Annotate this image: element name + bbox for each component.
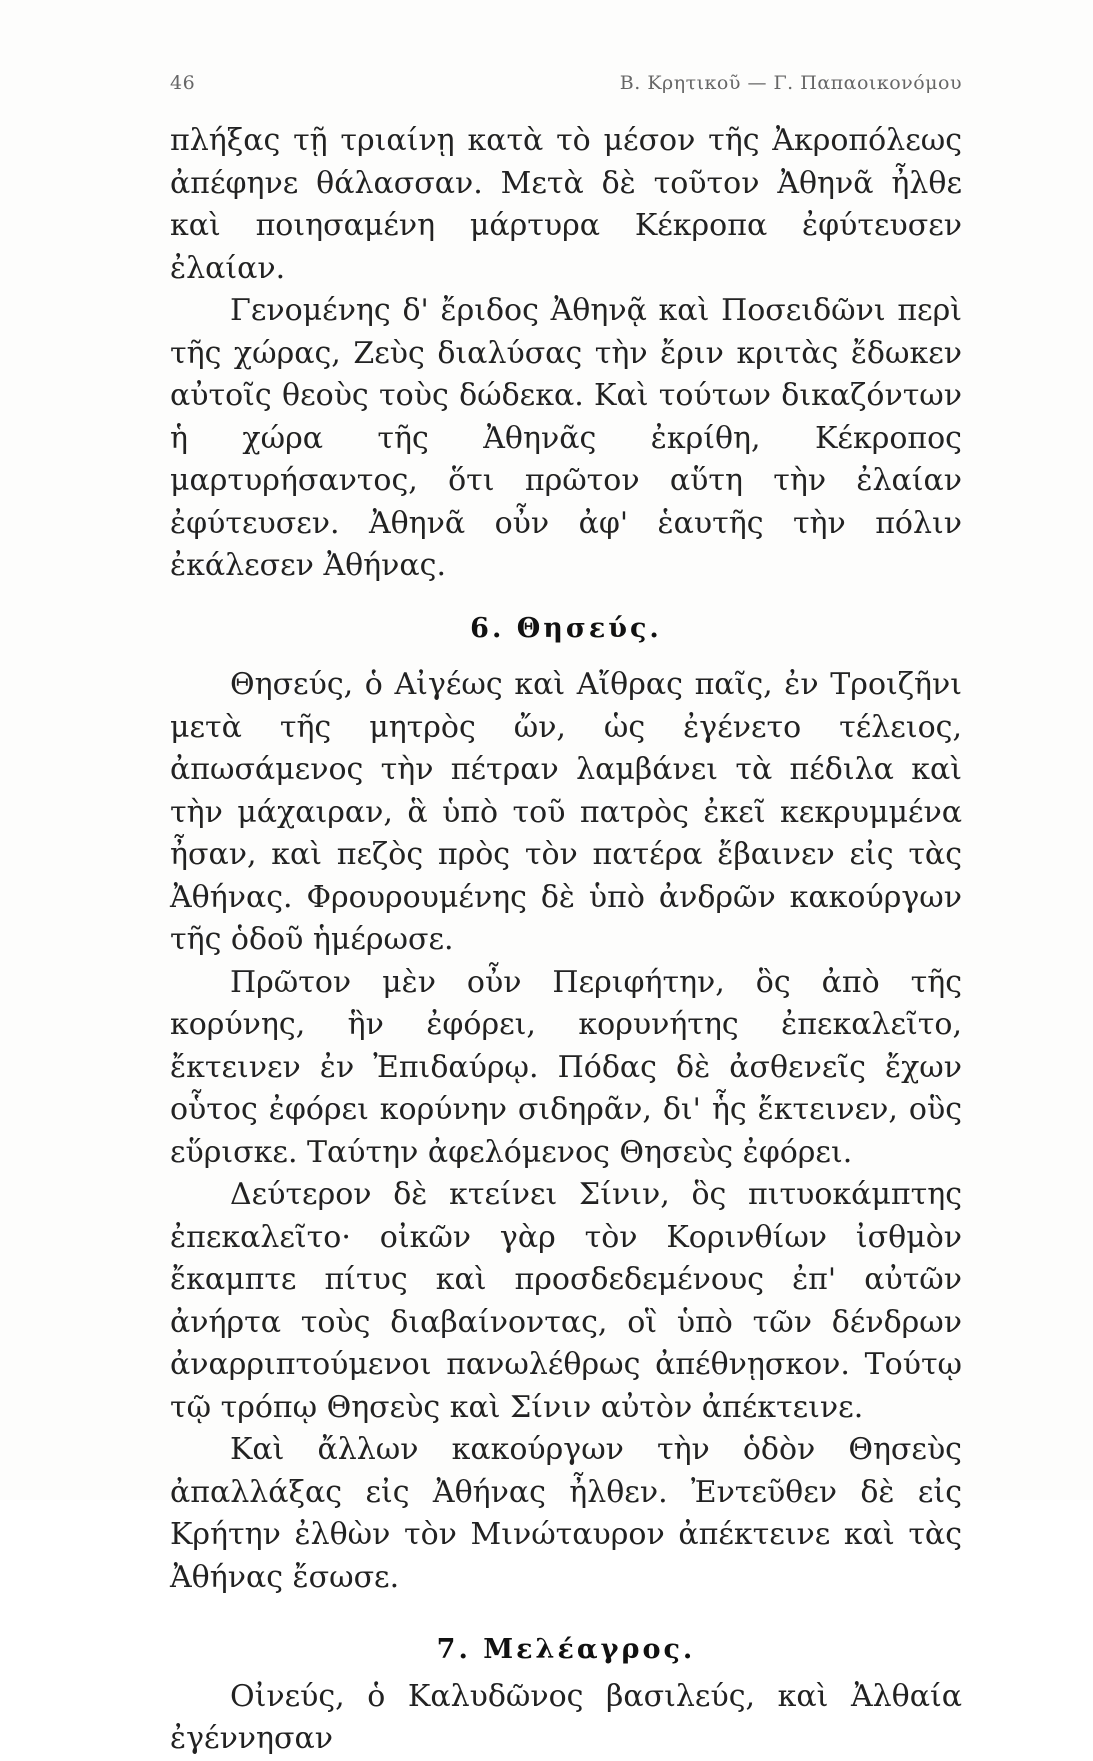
running-head xyxy=(170,72,962,100)
paragraph-theseus-intro: Θησεύς, ὁ Αἰγέως καὶ Αἴθρας παῖς, ἐν Τροιζῆνι μετὰ τῆς μητρὸς ὤν, ὡς ἐγένετο τέλειος, ἀπωσάμενος τὴν πέτραν λαμβάνει τὰ πέδιλα καὶ τὴν μάχαιραν, ἃ ὑπὸ τοῦ πατρὸς ἐκεῖ κεκρυμμένα ἦσαν, καὶ πεζὸς πρὸς τὸν πατέρα ἔβαινεν εἰς τὰς Ἀθήνας. Φρουρουμένης δὲ ὑπὸ ἀνδρῶν κακούργων τῆς ὁδοῦ ἡμέρωσε. xyxy=(170,667,962,957)
main-text xyxy=(170,120,962,1761)
section-heading-meleager: 7. Μελέαγρος. xyxy=(436,1634,696,1665)
header-authors: Β. Κρητικοῦ — Γ. Παπαοικονόμου xyxy=(619,72,962,94)
paragraph-theseus-periphetes: Πρῶτον μὲν οὖν Περιφήτην, ὃς ἀπὸ τῆς κορύνης, ἣν ἐφόρει, κορυνήτης ἐπεκαλεῖτο, ἔκτεινεν ἐν Ἐπιδαύρῳ. Πόδας δὲ ἀσθενεῖς ἔχων οὗτος ἐφόρει κορύνην σιδηρᾶν, δι' ἧς ἔκτεινεν, οὓς εὕρισκε. Ταύτην ἀφελόμενος Θησεὺς ἐφόρει. xyxy=(170,964,962,1170)
paragraph-strife: Γενομένης δ' ἔριδος Ἀθηνᾷ καὶ Ποσειδῶνι περὶ τῆς χώρας, Ζεὺς διαλύσας τὴν ἔριν κριτὰς ἔδωκεν αὐτοῖς θεοὺς τοὺς δώδεκα. Καὶ τούτων δικαζόντων ἡ χώρα τῆς Ἀθηνᾶς ἐκρίθη, Κέκροπος μαρτυρήσαντος, ὅτι πρῶτον αὕτη τὴν ἐλαίαν ἐφύτευσεν. Ἀθηνᾶ οὖν ἀφ' ἑαυτῆς τὴν πόλιν ἐκάλεσεν Ἀθήνας. xyxy=(170,293,962,583)
section-heading-theseus: 6. Θησεύς. xyxy=(470,612,662,644)
paragraph-continuation: πλήξας τῇ τριαίνῃ κατὰ τὸ μέσον τῆς Ἀκροπόλεως ἀπέφηνε θάλασσαν. Μετὰ δὲ τοῦτον Ἀθηνᾶ ἦλθε καὶ ποιησαμένη μάρτυρα Κέκροπα ἐφύτευσεν ἐλαίαν. xyxy=(170,123,962,286)
page-number: 46 xyxy=(170,72,196,94)
paragraph-theseus-minotaur: Καὶ ἄλλων κακούργων τὴν ὁδὸν Θησεὺς ἀπαλλάξας εἰς Ἀθήνας ἦλθεν. Ἐντεῦθεν δὲ εἰς Κρήτην ἐλθὼν τὸν Μινώταυρον ἀπέκτεινε καὶ τὰς Ἀθήνας ἔσωσε. xyxy=(170,1432,962,1595)
paragraph-meleager-intro: Οἰνεύς, ὁ Καλυδῶνος βασιλεύς, καὶ Ἀλθαία ἐγέννησαν xyxy=(170,1678,962,1756)
paragraph-theseus-sinis: Δεύτερον δὲ κτείνει Σίνιν, ὃς πιτυοκάμπτης ἐπεκαλεῖτο· οἰκῶν γὰρ τὸν Κορινθίων ἰσθμὸν ἔκαμπτε πίτυς καὶ προσδεδεμένους ἐπ' αὐτῶν ἀνήρτα τοὺς διαβαίνοντας, οἳ ὑπὸ τῶν δένδρων ἀναρριπτούμενοι πανωλέθρως ἀπέθνῃσκον. Τούτῳ τῷ τρόπῳ Θησεὺς καὶ Σίνιν αὐτὸν ἀπέκτεινε. xyxy=(170,1177,962,1425)
